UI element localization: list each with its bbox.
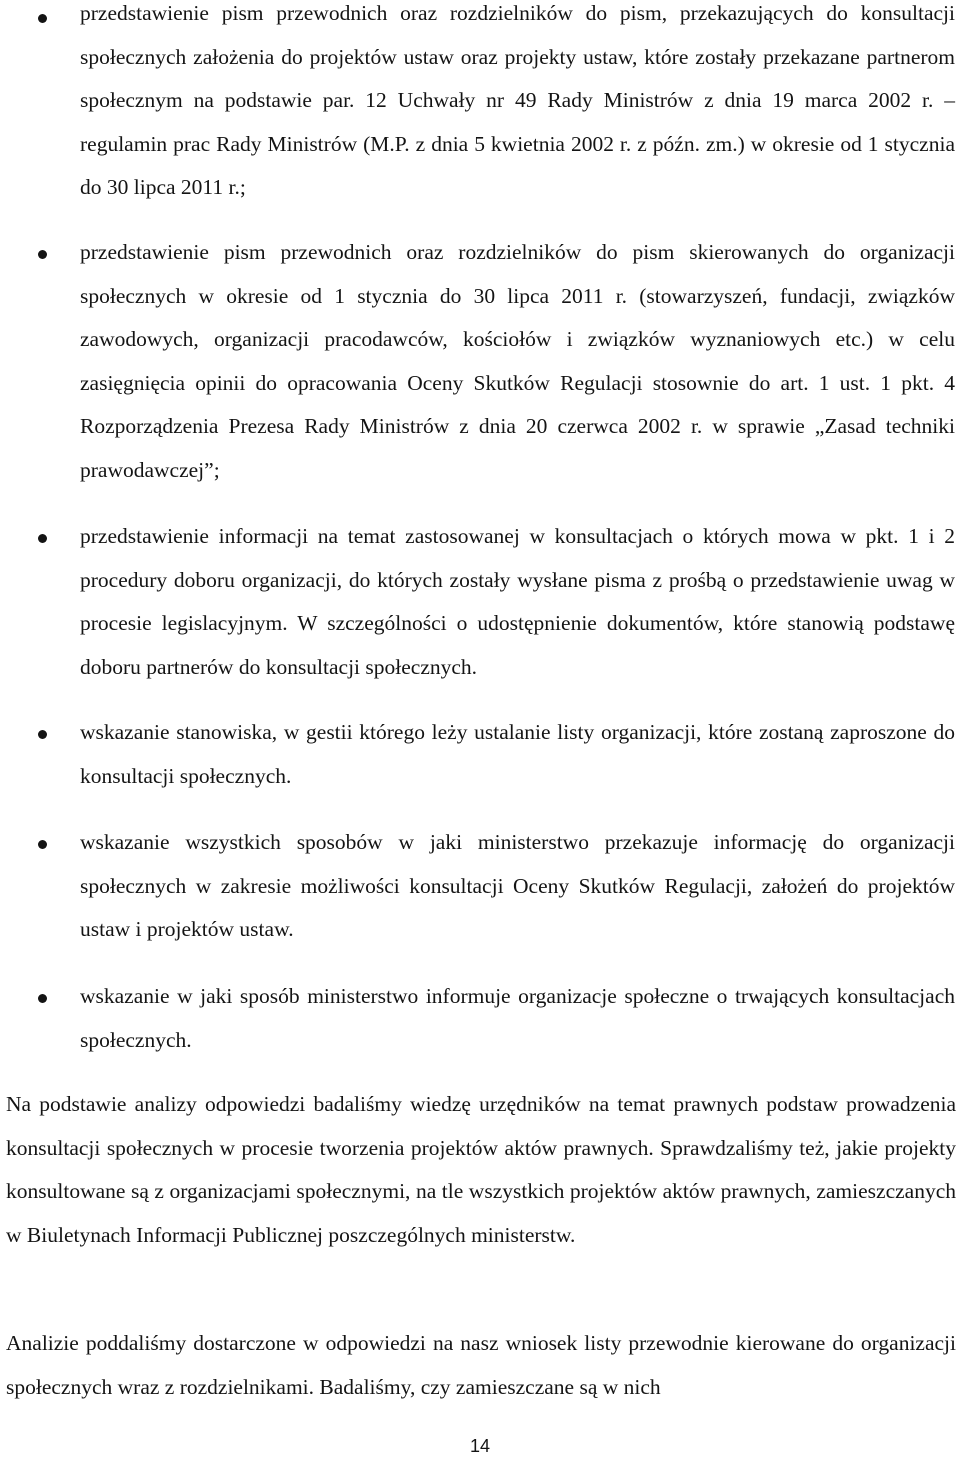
list-item-text: wskazanie stanowiska, w gestii którego leży ustalanie listy organizacji, które zostaną zaproszone do konsultacji społecznych. — [80, 720, 955, 788]
bullet-icon — [38, 840, 47, 849]
bullet-icon — [38, 14, 47, 23]
bullet-icon — [38, 994, 47, 1003]
bullet-icon — [38, 534, 47, 543]
list-item-text: przedstawienie informacji na temat zastosowanej w konsultacjach o których mowa w pkt. 1 i 2 procedury doboru organizacji, do których zostały wysłane pisma z prośbą o przedstawienie uwag w procesie legislacyjnym. W szczególności o udostępnienie dokumentów, które stanowią podstawę doboru partnerów do konsultacji społecznych. — [80, 524, 955, 679]
bullet-icon — [38, 250, 47, 259]
list-item-text: przedstawienie pism przewodnich oraz rozdzielników do pism skierowanych do organizacji społecznych w okresie od 1 stycznia do 30 lipca 2011 r. (stowarzyszeń, fundacji, związków zawodowych, organizacji pracodawców, kościołów i związków wyznaniowych etc.) w celu zasięgnięcia opinii do opracowania Oceny Skutków Regulacji stosownie do art. 1 ust. 1 pkt. 4 Rozporządzenia Prezesa Rady Ministrów z dnia 20 czerwca 2002 r. w sprawie „Zasad techniki prawodawczej”; — [80, 240, 955, 482]
body-paragraph: Analizie poddaliśmy dostarczone w odpowiedzi na nasz wniosek listy przewodnie kierowane do organizacji społecznych wraz z rozdzielnikami. Badaliśmy, czy zamieszczane są w nich — [6, 1331, 956, 1399]
page-number: 14 — [469, 1436, 491, 1456]
list-item-text: wskazanie w jaki sposób ministerstwo informuje organizacje społeczne o trwających konsultacjach społecznych. — [80, 984, 955, 1052]
bullet-icon — [38, 730, 47, 739]
body-paragraph: Na podstawie analizy odpowiedzi badaliśmy wiedzę urzędników na temat prawnych podstaw prowadzenia konsultacji społecznych w procesie tworzenia projektów aktów prawnych. Sprawdzaliśmy też, jakie projekty konsultowane są z organizacjami społecznymi, na tle wszystkich projektów aktów prawnych, zamieszczanych w Biuletynach Informacji Publicznej poszczególnych ministerstw. — [6, 1092, 956, 1247]
list-item-text: przedstawienie pism przewodnich oraz rozdzielników do pism, przekazujących do konsultacji społecznych założenia do projektów ustaw oraz projekty ustaw, które zostały przekazane partnerom społecznym na podstawie par. 12 Uchwały nr 49 Rady Ministrów z dnia 19 marca 2002 r. – regulamin prac Rady Ministrów (M.P. z dnia 5 kwietnia 2002 r. z późn. zm.) w okresie od 1 stycznia do 30 lipca 2011 r.; — [80, 1, 955, 199]
list-item-text: wskazanie wszystkich sposobów w jaki ministerstwo przekazuje informację do organizacji społecznych w zakresie możliwości konsultacji Oceny Skutków Regulacji, założeń do projektów ustaw i projektów ustaw. — [80, 830, 955, 941]
